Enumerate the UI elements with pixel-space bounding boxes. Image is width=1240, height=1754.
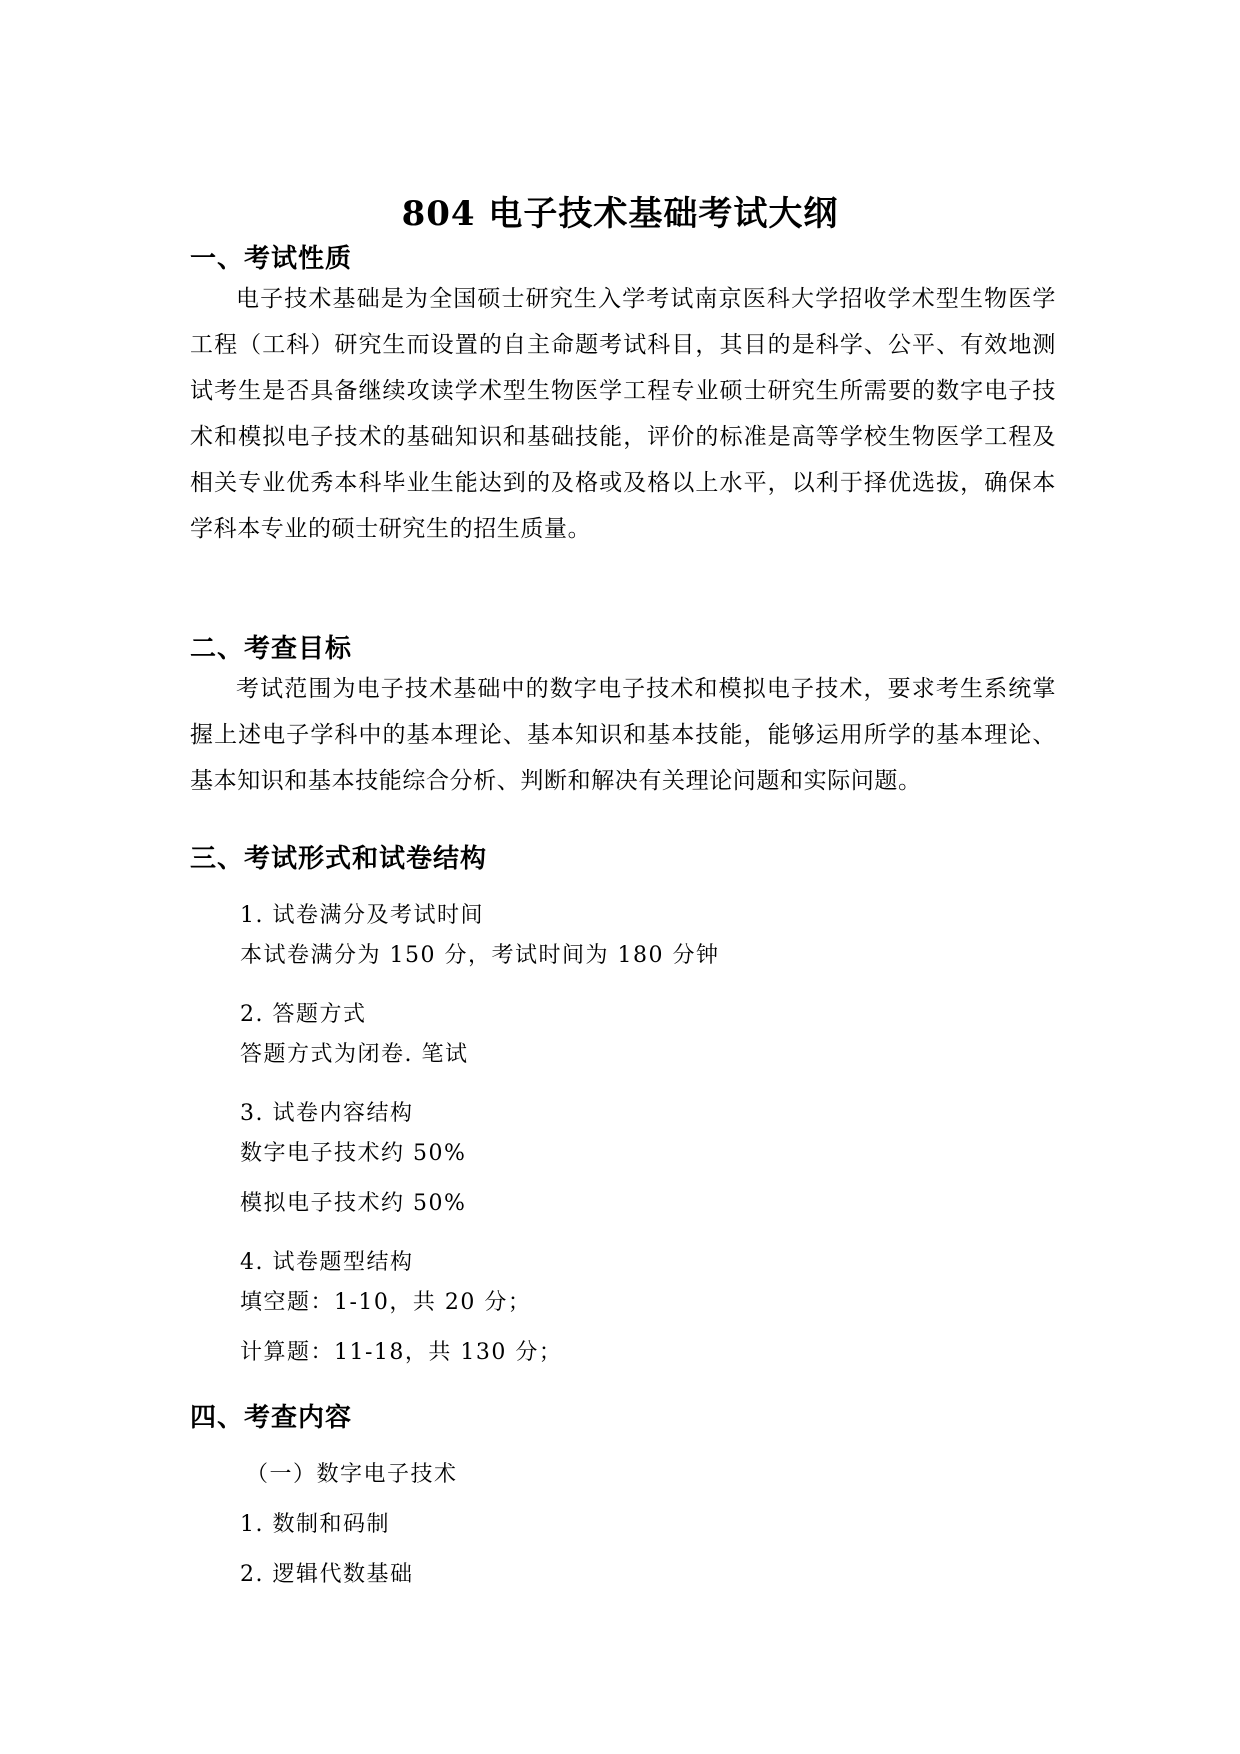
section-1-body: 电子技术基础是为全国硕士研究生入学考试南京医科大学招收学术型生物医学工程（工科）研究生而设置的自主命题考试科目，其目的是科学、公平、有效地测试考生是否具备继续攻读学术型生物医学工程专业硕士研究生所需要的数字电子技术和模拟电子技术的基础知识和基础技能，评价的标准是高等学校生物医学工程及相关专业优秀本科毕业生能达到的及格或及格以上水平，以利于择优选拔，确保本学科本专业的硕士研究生的招生质量。 <box>190 286 1056 542</box>
list-item: 1. 数制和码制 <box>240 1512 390 1537</box>
list-item-detail: 本试卷满分为 150 分，考试时间为 180 分钟 <box>240 943 720 968</box>
section-4-heading: 四、考查内容 <box>190 1403 353 1433</box>
list-item: 4. 试卷题型结构 <box>240 1250 414 1275</box>
section-3-heading: 三、考试形式和试卷结构 <box>190 844 488 874</box>
list-item: 2. 答题方式 <box>240 1002 367 1027</box>
section-2-heading: 二、考查目标 <box>190 634 353 664</box>
section-1-heading: 一、考试性质 <box>190 244 353 274</box>
list-item: 1. 试卷满分及考试时间 <box>240 903 484 928</box>
list-item-detail: 答题方式为闭卷. 笔试 <box>240 1042 469 1067</box>
list-item-detail: 数字电子技术约 50% <box>240 1141 467 1166</box>
list-item-detail: 计算题：11-18，共 130 分； <box>240 1340 563 1365</box>
list-item-detail: 填空题：1-10，共 20 分； <box>240 1290 532 1315</box>
document-title: 804 电子技术基础考试大纲 <box>401 194 839 234</box>
list-item: 2. 逻辑代数基础 <box>240 1562 414 1587</box>
subsection-heading: （一）数字电子技术 <box>246 1462 458 1487</box>
list-item: 3. 试卷内容结构 <box>240 1101 414 1126</box>
list-item-detail: 模拟电子技术约 50% <box>240 1191 467 1216</box>
section-2-body: 考试范围为电子技术基础中的数字电子技术和模拟电子技术，要求考生系统掌握上述电子学科中的基本理论、基本知识和基本技能，能够运用所学的基本理论、基本知识和基本技能综合分析、判断和解决有关理论问题和实际问题。 <box>190 676 1056 794</box>
